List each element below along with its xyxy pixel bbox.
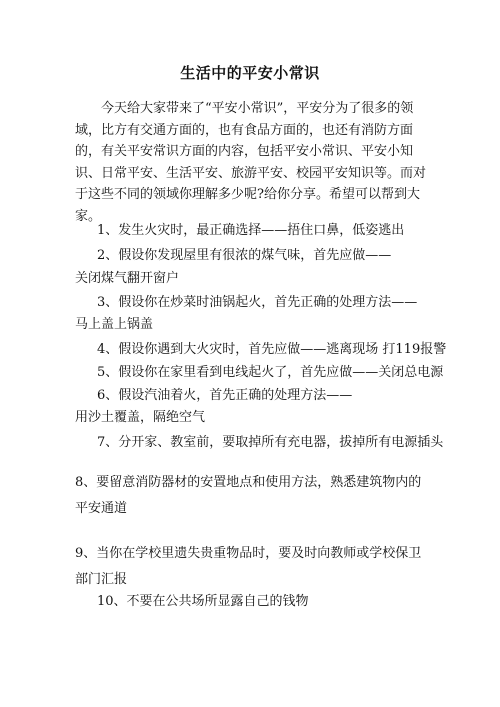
tip-6-question: 6、假设汽油着火，首先正确的处理方法——: [97, 388, 353, 403]
tip-6-answer: 用沙土覆盖，隔绝空气: [75, 410, 206, 425]
tip-8: 8、要留意消防器材的安置地点和使用方法，熟悉建筑物内的平安通道: [75, 475, 422, 516]
tip-7: 7、分开家、教室前，要取掉所有充电器，拔掉所有电源插头: [97, 435, 444, 450]
tip-2-answer: 关闭煤气翻开窗户: [75, 271, 180, 286]
tip-3-question: 3、假设你在炒菜时油锅起火，首先正确的处理方法——: [97, 295, 418, 310]
tip-5: 5、假设你在家里看到电线起火了，首先应做——关闭总电源: [97, 365, 444, 380]
tip-10: 10、不要在公共场所显露自己的钱物: [97, 594, 309, 609]
tip-9: 9、当你在学校里遗失贵重物品时，要及时向教师或学校保卫部门汇报: [75, 546, 422, 587]
tip-1: 1、发生火灾时，最正确选择——捂住口鼻，低姿逃出: [97, 223, 405, 238]
tip-4: 4、假设你遇到大火灾时，首先应做——逃离现场 打119报警: [97, 342, 447, 357]
intro-paragraph: 今天给大家带来了“平安小常识”，平安分为了很多的领域，比方有交通方面的，也有食品方面的，也还有消防方面的，有关平安常识方面的内容，包括平安小常识、平安小知识、日常平安、生活平安、旅游平安、校园平安知识等。而对于这些不同的领域你理解多少呢?给你分享。希望可以帮到大家。: [75, 101, 427, 224]
tip-3-answer: 马上盖上锅盖: [75, 317, 154, 332]
tip-2-question: 2、假设你发现屋里有很浓的煤气味，首先应做——: [97, 248, 392, 263]
page-title: 生活中的平安小常识: [180, 64, 320, 82]
